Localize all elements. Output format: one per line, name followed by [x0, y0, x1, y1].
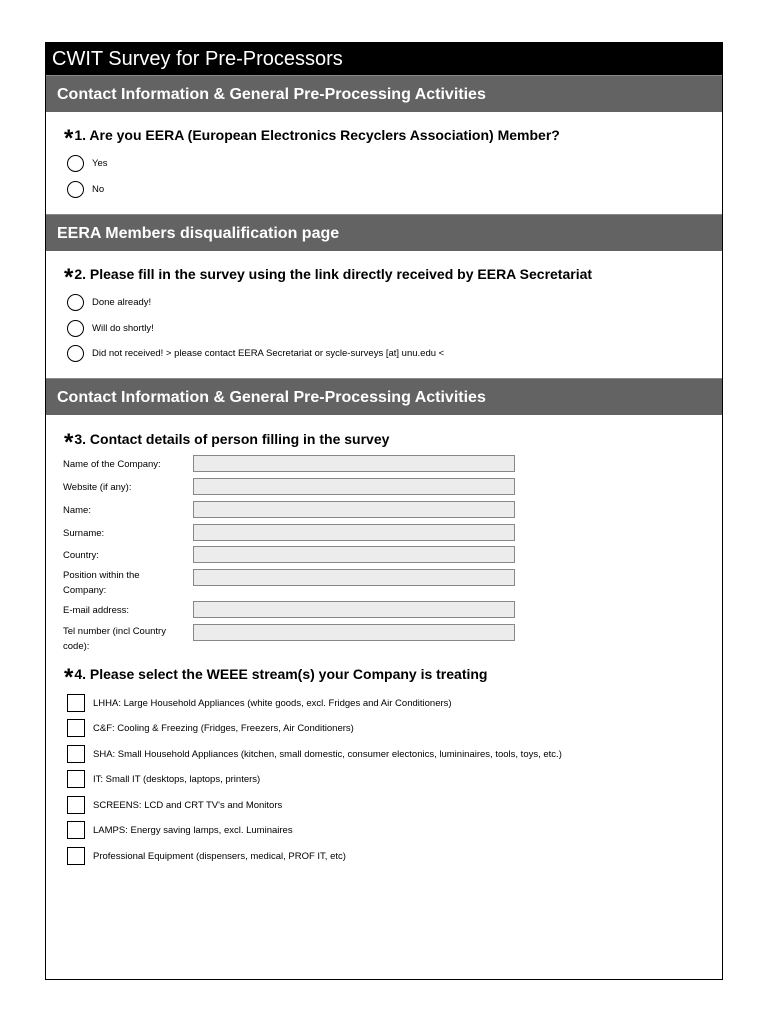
question-1: [64, 125, 560, 152]
position-input[interactable]: [193, 569, 515, 586]
radio-done-already[interactable]: [67, 294, 84, 311]
option-yes[interactable]: [67, 153, 108, 173]
option-label-it: IT: Small IT (desktops, laptops, printers): [93, 773, 261, 785]
option-label-sha: SHA: Small Household Appliances (kitchen, small domestic, consumer electonics, lumininaires, tools, toys, etc.): [93, 748, 562, 760]
option-label-cf: C&F: Cooling & Freezing (Fridges, Freezers, Air Conditioners): [93, 722, 354, 734]
checkbox-screens[interactable]: [67, 796, 85, 814]
option-label-screens: SCREENS: LCD and CRT TV's and Monitors: [93, 799, 283, 811]
checkbox-it[interactable]: [67, 770, 85, 788]
option-will-do-shortly[interactable]: [67, 318, 154, 338]
option-cf[interactable]: [67, 718, 354, 738]
option-did-not-receive[interactable]: [67, 343, 444, 363]
field-label-country: Country:: [63, 550, 99, 561]
option-it[interactable]: [67, 769, 260, 789]
radio-will-do-shortly[interactable]: [67, 320, 84, 337]
option-label-no: No: [92, 183, 105, 195]
field-label-company: Name of the Company:: [63, 459, 161, 470]
option-done-already[interactable]: [67, 292, 151, 312]
option-sha[interactable]: [67, 744, 562, 764]
field-label-name: Name:: [63, 505, 91, 516]
question-4: [64, 664, 488, 691]
radio-yes[interactable]: [67, 155, 84, 172]
field-label-website: Website (if any):: [63, 482, 132, 493]
question-3-text: 3. Contact details of person filling in the survey: [74, 431, 390, 447]
checkbox-professional[interactable]: [67, 847, 85, 865]
section-header-contact-info-2: Contact Information & General Pre-Processing Activities: [46, 378, 722, 415]
option-no[interactable]: [67, 179, 104, 199]
radio-did-not-receive[interactable]: [67, 345, 84, 362]
option-label-professional: Professional Equipment (dispensers, medical, PROF IT, etc): [93, 850, 346, 862]
website-input[interactable]: [193, 478, 515, 495]
field-label-tel: Tel number (incl Country code):: [63, 626, 166, 652]
option-label-done-already: Done already!: [92, 296, 152, 308]
option-screens[interactable]: [67, 795, 282, 815]
checkbox-lamps[interactable]: [67, 821, 85, 839]
question-3: [64, 429, 390, 456]
required-marker: *: [64, 125, 74, 152]
survey-form: [45, 42, 723, 980]
option-label-will-do-shortly: Will do shortly!: [92, 322, 154, 334]
option-label-lamps: LAMPS: Energy saving lamps, excl. Luminaires: [93, 824, 293, 836]
question-2: [64, 264, 593, 291]
section-header-disqualification: EERA Members disqualification page: [46, 214, 722, 251]
question-4-text: 4. Please select the WEEE stream(s) your Company is treating: [74, 666, 488, 682]
field-label-position: Position within the Company:: [63, 570, 140, 596]
field-label-surname: Surname:: [63, 528, 105, 539]
section-header-contact-info: Contact Information & General Pre-Processing Activities: [46, 75, 722, 112]
radio-no[interactable]: [67, 181, 84, 198]
checkbox-cf[interactable]: [67, 719, 85, 737]
email-input[interactable]: [193, 601, 515, 618]
checkbox-lhha[interactable]: [67, 694, 85, 712]
survey-title: CWIT Survey for Pre-Processors: [46, 43, 722, 75]
required-marker: *: [64, 264, 74, 291]
tel-input[interactable]: [193, 624, 515, 641]
required-marker: *: [64, 664, 74, 691]
option-lhha[interactable]: [67, 693, 452, 713]
option-label-lhha: LHHA: Large Household Appliances (white goods, excl. Fridges and Air Conditioners): [93, 697, 452, 709]
question-2-text: 2. Please fill in the survey using the link directly received by EERA Secretariat: [74, 266, 593, 282]
option-professional[interactable]: [67, 846, 346, 866]
field-label-email: E-mail address:: [63, 605, 129, 616]
company-name-input[interactable]: [193, 455, 515, 472]
required-marker: *: [64, 429, 74, 456]
checkbox-sha[interactable]: [67, 745, 85, 763]
name-input[interactable]: [193, 501, 515, 518]
option-lamps[interactable]: [67, 820, 293, 840]
question-1-text: 1. Are you EERA (European Electronics Recyclers Association) Member?: [74, 127, 560, 143]
country-input[interactable]: [193, 546, 515, 563]
option-label-did-not-receive: Did not received! > please contact EERA Secretariat or sycle-surveys [at] unu.edu <: [92, 347, 445, 359]
option-label-yes: Yes: [92, 157, 108, 169]
surname-input[interactable]: [193, 524, 515, 541]
